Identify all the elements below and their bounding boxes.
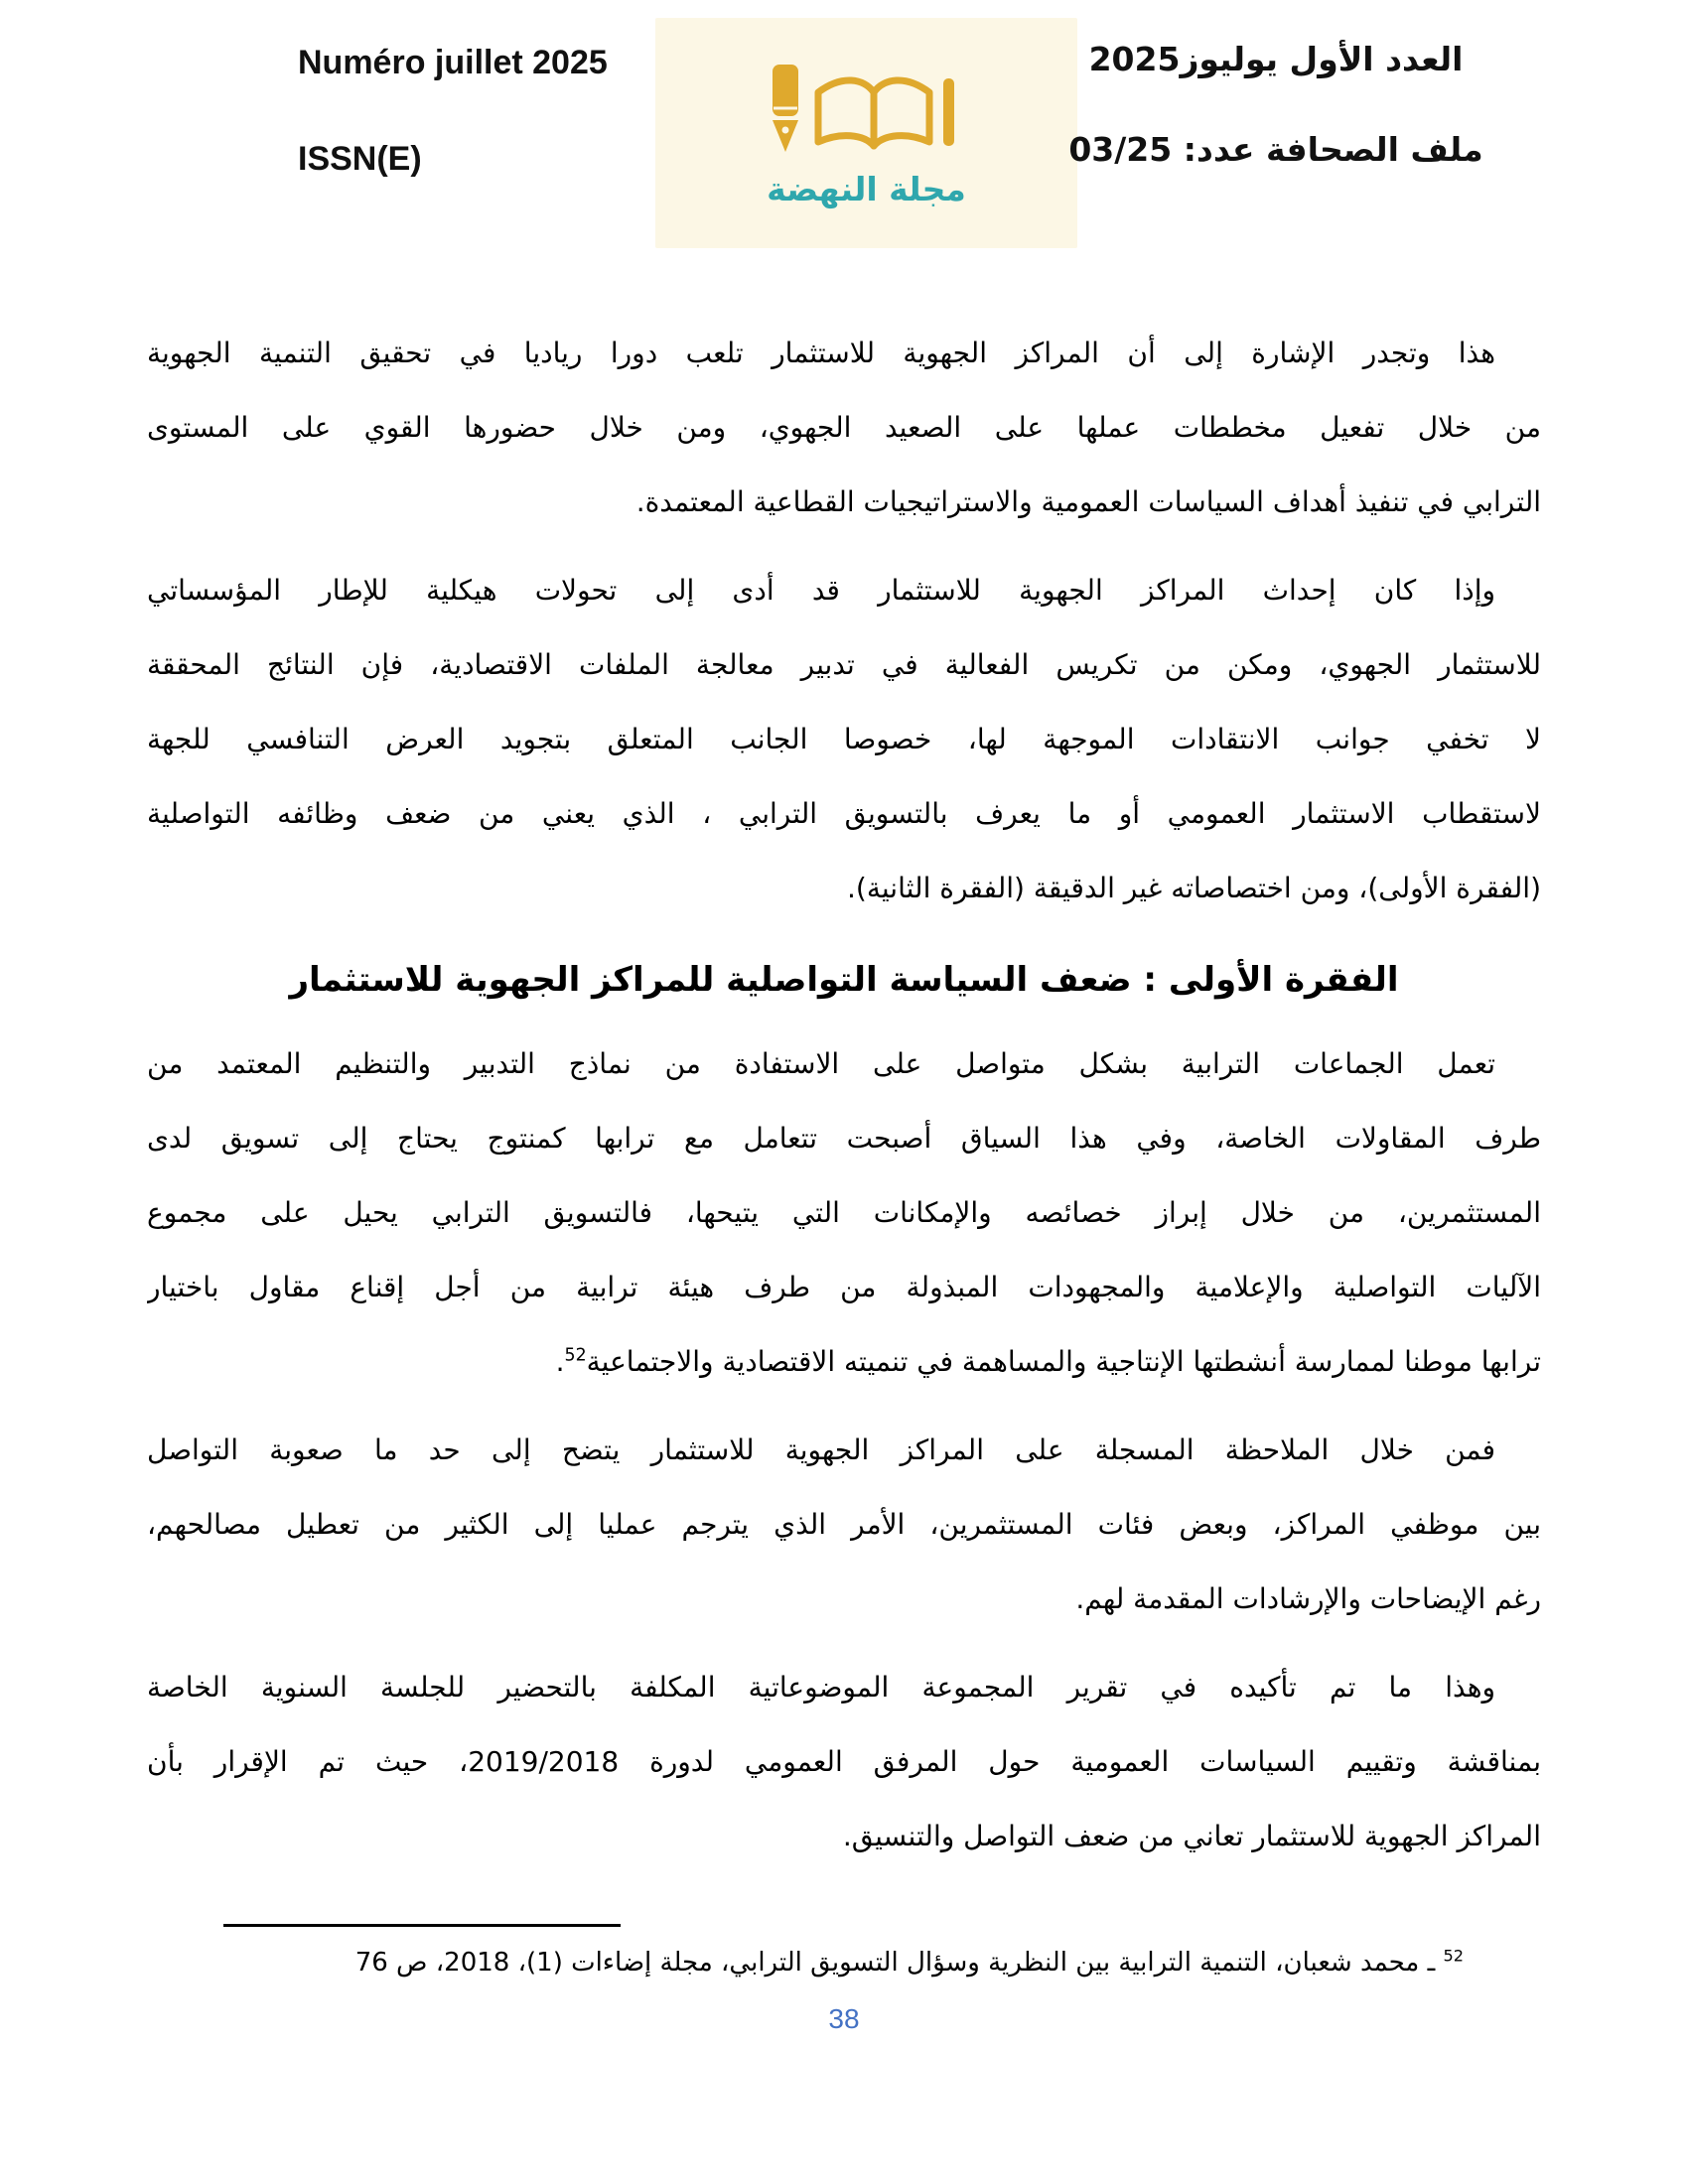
issn-label: ISSN(E) <box>298 140 422 178</box>
paragraph-3 <box>147 1026 1541 1399</box>
footnote-area <box>147 1924 1541 1982</box>
text-line: فمن خلال الملاحظة المسجلة على المراكز الجهوية للاستثمار يتضح إلى حد ما صعوبة التواصل <box>147 1433 1495 1466</box>
text-line: من خلال تفعيل مخططات عملها على الصعيد الجهوي، ومن خلال حضورها القوي على المستوى <box>147 411 1541 444</box>
header-left-block <box>298 44 608 179</box>
text-line: لا تخفي جوانب الانتقادات الموجهة لها، خصوصا الجانب المتعلق بتجويد العرض التنافسي للجهة <box>147 723 1541 755</box>
text-line: طرف المقاولات الخاصة، وفي هذا السياق أصبحت تتعامل مع ترابها كمنتوج يحتاج إلى تسويق لدى <box>147 1122 1541 1155</box>
header-right-block <box>1048 40 1504 169</box>
footnote-text: ـ محمد شعبان، التنمية الترابية بين النظرية وسؤال التسويق الترابي، مجلة إضاءات (1)، 2018، ص 76 <box>354 1948 1436 1978</box>
book-pen-icon <box>753 59 981 168</box>
text-line: (الفقرة الأولى)، ومن اختصاصاته غير الدقيقة (الفقرة الثانية). <box>847 872 1541 904</box>
journal-logo <box>655 18 1077 248</box>
text-line: رغم الإيضاحات والإرشادات المقدمة لهم. <box>1075 1582 1541 1615</box>
text-line: ترابها موطنا لممارسة أنشطتها الإنتاجية والمساهمة في تنميته الاقتصادية والاجتماعية$^{52}$. <box>555 1345 1541 1378</box>
paragraph-2 <box>147 553 1541 925</box>
text-line: وهذا ما تم تأكيده في تقرير المجموعة الموضوعاتية المكلفة بالتحضير للجلسة السنوية الخاصة <box>147 1671 1495 1704</box>
text-line: بين موظفي المراكز، وبعض فئات المستثمرين، الأمر الذي يترجم عمليا إلى الكثير من تعطيل مصالحهم، <box>147 1508 1541 1541</box>
issue-date-fr: Numéro juillet 2025 <box>298 44 608 81</box>
footnote-ref: 52 <box>1443 1946 1464 1966</box>
issue-title-ar: العدد الأول يوليوز2025 <box>1088 40 1464 78</box>
page-number: 38 <box>828 2003 860 2034</box>
text-line: هذا وتجدر الإشارة إلى أن المراكز الجهوية للاستثمار تلعب دورا رياديا في تحقيق التنمية الجهوية <box>147 337 1495 369</box>
footnote-ref: 52 <box>564 1345 587 1366</box>
text-line: الترابي في تنفيذ أهداف السياسات العمومية والاستراتيجيات القطاعية المعتمدة. <box>635 485 1541 518</box>
text-line: المراكز الجهوية للاستثمار تعاني من ضعف التواصل والتنسيق. <box>842 1820 1541 1852</box>
section-heading: الفقرة الأولى : ضعف السياسة التواصلية للمراكز الجهوية للاستثمار <box>289 960 1399 1000</box>
footnote <box>147 1943 1541 1982</box>
text-line: لاستقطاب الاستثمار العمومي أو ما يعرف بالتسويق الترابي ، الذي يعني من ضعف وظائفه التواصلية <box>147 797 1541 830</box>
text-line: للاستثمار الجهوي، ومكن من تكريس الفعالية في تدبير معالجة الملفات الاقتصادية، فإن النتائج المحققة <box>147 648 1541 681</box>
footnote-separator <box>223 1924 621 1927</box>
press-file-number: ملف الصحافة عدد: 03/25 <box>1068 130 1483 169</box>
paragraph-5 <box>147 1650 1541 1873</box>
document-body <box>147 316 1541 1887</box>
text-line: بمناقشة وتقييم السياسات العمومية حول المرفق العمومي لدورة 2019/2018، حيث تم الإقرار بأن <box>147 1745 1541 1778</box>
text-line: تعمل الجماعات الترابية بشكل متواصل على الاستفادة من نماذج التدبير والتنظيم المعتمد من <box>147 1047 1495 1080</box>
text-line: المستثمرين، من خلال إبراز خصائصه والإمكانات التي يتيحها، فالتسويق الترابي يحيل على مجموع <box>147 1196 1541 1229</box>
paragraph-4 <box>147 1413 1541 1636</box>
text-line: الآليات التواصلية والإعلامية والمجهودات المبذولة من طرف هيئة ترابية من أجل إقناع مقاول باختيار <box>147 1271 1541 1303</box>
logo-title: مجلة النهضة <box>767 169 966 208</box>
paragraph-1 <box>147 316 1541 539</box>
text-line: وإذا كان إحداث المراكز الجهوية للاستثمار قد أدى إلى تحولات هيكلية للإطار المؤسساتي <box>147 574 1495 607</box>
